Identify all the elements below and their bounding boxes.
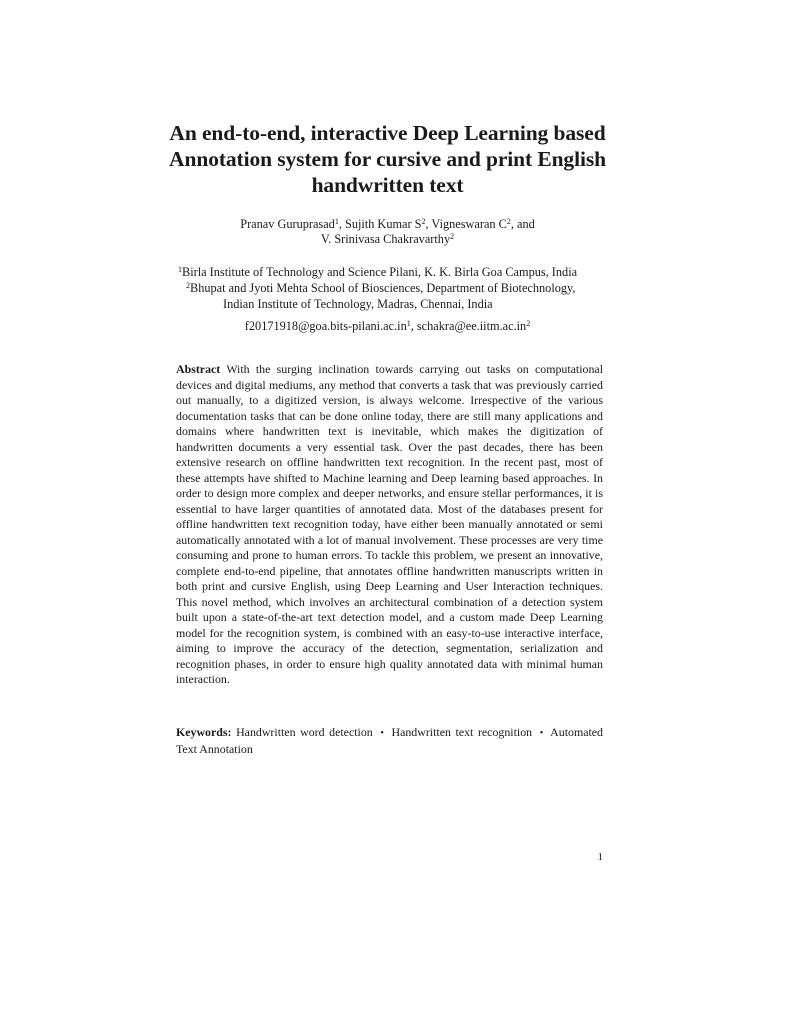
- abstract-text: With the surging inclination towards carrying out tasks on computational devices and digital mediums, any method that converts a task that was previously carried out manually, to a digitized version, is always welcome. Irrespective of the various documentation tasks that can be done online today, there are still many applications and domains where handwritten text is inevitable, which makes the digitization of handwritten documents a very essential task. Over the past decades, there has been extensive research on offline handwritten text recognition. In the recent past, most of these attempts have shifted to Machine learning and Deep learning based approaches. In order to design more complex and deeper networks, and ensure stellar performances, it is essential to have larger quantities of annotated data. Most of the databases present for offline handwritten text recognition today, have either been manually annotated or semi automatically annotated with a lot of manual involvement. These processes are very time consuming and prone to human errors. To tackle this problem, we present an innovative, complete end-to-end pipeline, that annotates offline handwritten manuscripts written in both print and cursive English, using Deep Learning and User Interaction techniques. This novel method, which involves an architectural combination of a detection system built upon a state-of-the-art text detection model, and a custom made Deep Learning model for the recognition system, is combined with an easy-to-use interactive interface, aiming to improve the accuracy of the detection, segmentation, serialization and recognition phases, in order to ensure high quality annotated data with minimal human interaction.: [176, 362, 603, 686]
- author-name: , Sujith Kumar S: [338, 217, 422, 231]
- title-line: An end-to-end, interactive Deep Learning based: [169, 121, 606, 145]
- author-list: [150, 217, 625, 247]
- keywords-label: Keywords:: [176, 725, 232, 739]
- keyword-separator-icon: •: [539, 728, 544, 739]
- page-number: 1: [597, 851, 603, 863]
- title-line: Annotation system for cursive and print English: [169, 147, 606, 171]
- affiliation-mark: 1: [178, 265, 182, 274]
- author-line-2: [150, 232, 625, 247]
- author-name: V. Srinivasa Chakravarthy: [320, 232, 451, 246]
- paper-title: [150, 120, 625, 198]
- author-name: , Vigneswaran C: [425, 217, 507, 231]
- affiliations: [176, 264, 616, 312]
- email-separator: ,: [410, 319, 417, 333]
- author-affiliation-mark: 1: [334, 217, 339, 226]
- affiliation-2-continued: Indian Institute of Technology, Madras, Chennai, India: [223, 297, 493, 311]
- email-link[interactable]: schakra@ee.iitm.ac.in: [416, 319, 527, 333]
- email-affiliation-mark: 2: [526, 319, 531, 328]
- abstract: [176, 362, 603, 688]
- affiliation-1: [176, 264, 616, 280]
- affiliation-text: Birla Institute of Technology and Science Pilani, K. K. Birla Goa Campus, India: [182, 265, 578, 279]
- affiliation-mark: 2: [186, 281, 190, 290]
- affiliation-2: [176, 280, 616, 296]
- author-affiliation-mark: 2: [421, 217, 426, 226]
- abstract-label: Abstract: [176, 362, 221, 376]
- keywords: [176, 725, 603, 757]
- email-link[interactable]: f20171918@goa.bits-pilani.ac.in: [244, 319, 407, 333]
- keyword-item: Handwritten word detection: [236, 725, 373, 739]
- author-affiliation-mark: 2: [506, 217, 511, 226]
- author-conjunction: , and: [510, 217, 535, 231]
- affiliation-text: Bhupat and Jyoti Mehta School of Biosciences, Department of Biotechnology,: [190, 281, 576, 295]
- author-line-1: [150, 217, 625, 232]
- title-line: handwritten text: [311, 173, 464, 197]
- keyword-separator-icon: •: [380, 728, 384, 739]
- author-emails: [150, 318, 625, 334]
- email-affiliation-mark: 1: [406, 319, 411, 328]
- author-affiliation-mark: 2: [450, 232, 455, 241]
- author-name: Pranav Guruprasad: [240, 217, 335, 231]
- keyword-item: Handwritten text recognition: [391, 725, 533, 739]
- keyword-item: Automated Text Annotation: [176, 725, 604, 756]
